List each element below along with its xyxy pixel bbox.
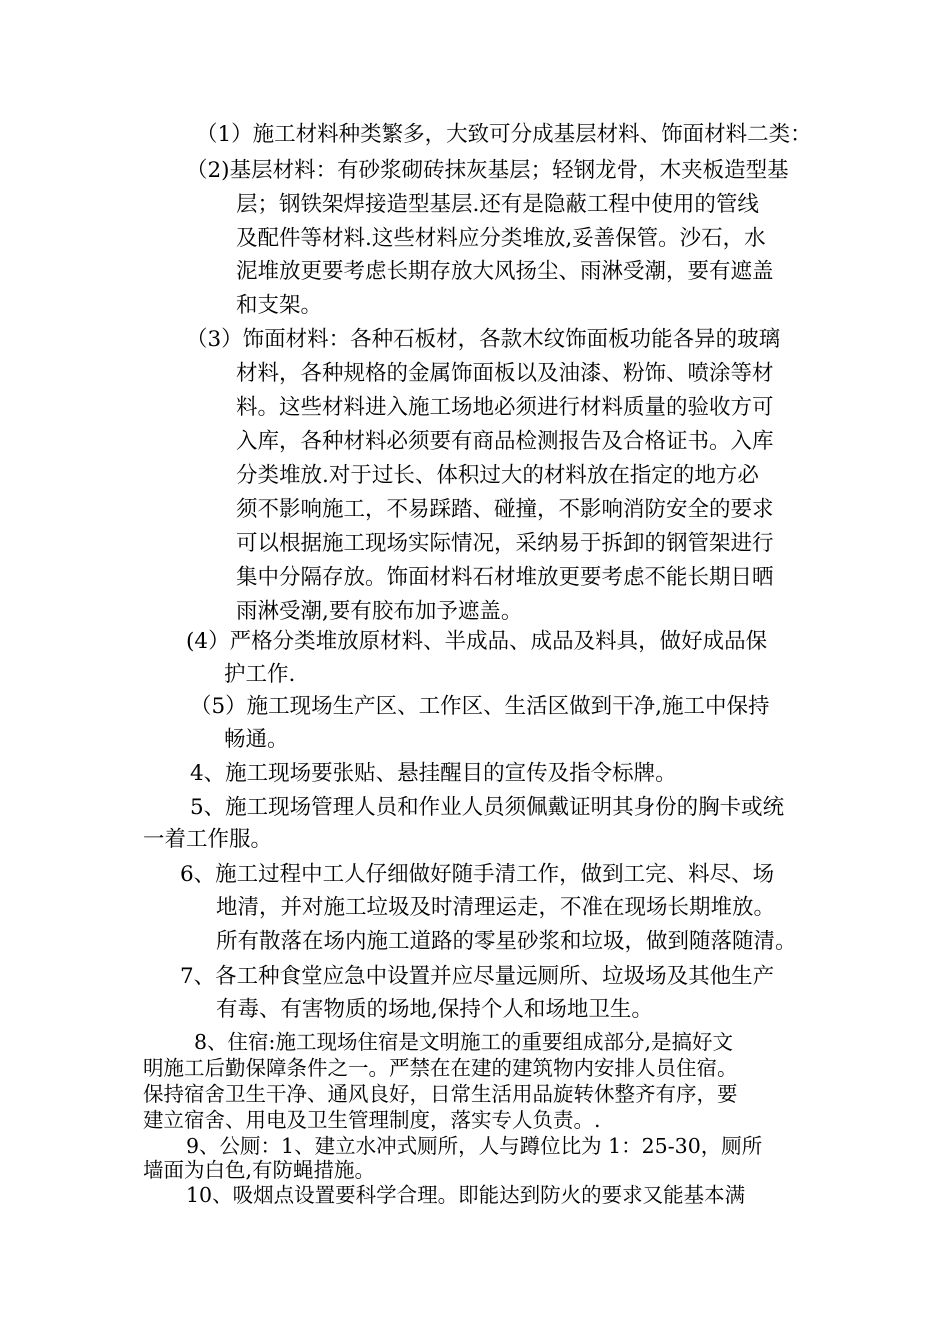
text-line: （1）施工材料种类繁多，大致可分成基层材料、饰面材料二类： <box>196 122 812 147</box>
text-line: 墙面为白色,有防蝇措施。 <box>143 1158 376 1182</box>
text-line: 9、公厕：1、建立水冲式厕所，人与蹲位比为 1：25-30，厕所 <box>186 1134 763 1158</box>
text-line: 6、施工过程中工人仔细做好随手清工作，做到工完、料尽、场 <box>180 862 775 887</box>
text-line: 入库，各种材料必须要有商品检测报告及合格证书。入库 <box>236 429 774 454</box>
text-line: 有毒、有害物质的场地,保持个人和场地卫生。 <box>216 997 653 1022</box>
text-line: 所有散落在场内施工道路的零星砂浆和垃圾，做到随落随清。 <box>216 929 797 954</box>
text-line: (4）严格分类堆放原材料、半成品、成品及料具，做好成品保 <box>186 629 768 654</box>
text-line: 7、各工种食堂应急中设置并应尽量远厕所、垃圾场及其他生产 <box>180 964 775 989</box>
text-line: 明施工后勤保障条件之一。严禁在在建的建筑物内安排人员住宿。 <box>143 1056 738 1080</box>
text-line: 材料，各种规格的金属饰面板以及油漆、粉饰、喷涂等材 <box>236 361 774 386</box>
text-line: 保持宿舍卫生干净、通风良好，日常生活用品旋转休整齐有序，要 <box>143 1082 738 1106</box>
text-line: 地清，并对施工垃圾及时清理运走，不准在现场长期堆放。 <box>216 895 776 920</box>
text-line: （3）饰面材料：各种石板材，各款木纹饰面板功能各异的玻璃 <box>186 327 781 352</box>
text-line: 8、住宿:施工现场住宿是文明施工的重要组成部分,是搞好文 <box>194 1030 733 1054</box>
text-line: 分类堆放.对于过长、体积过大的材料放在指定的地方必 <box>236 463 759 488</box>
text-line: 层；钢铁架焊接造型基层.还有是隐蔽工程中使用的管线 <box>236 192 759 217</box>
text-line: （5）施工现场生产区、工作区、生活区做到干净,施工中保持 <box>190 694 770 719</box>
text-line: 须不影响施工，不易踩踏、碰撞，不影响消防安全的要求 <box>236 497 774 522</box>
text-line: 料。这些材料进入施工场地必须进行材料质量的验收方可 <box>236 395 774 420</box>
text-line: 畅通。 <box>224 727 289 752</box>
text-line: 护工作. <box>224 662 296 687</box>
text-line: 4、施工现场要张贴、悬挂醒目的宣传及指令标牌。 <box>190 761 677 786</box>
text-line: 集中分隔存放。饰面材料石材堆放更要考虑不能长期日晒 <box>236 565 774 590</box>
text-line: （2)基层材料：有砂浆砌砖抹灰基层；轻钢龙骨，木夹板造型基 <box>186 158 789 183</box>
text-line: 一着工作服。 <box>143 827 273 852</box>
text-line: 泥堆放更要考虑长期存放大风扬尘、雨淋受潮，要有遮盖 <box>236 259 774 284</box>
text-line: 和支架。 <box>236 293 323 318</box>
text-line: 雨淋受潮,要有胶布加予遮盖。 <box>236 599 523 624</box>
text-line: 10、吸烟点设置要科学合理。即能达到防火的要求又能基本满 <box>186 1183 746 1207</box>
text-line: 可以根据施工现场实际情况，采纳易于拆卸的钢管架进行 <box>236 531 774 556</box>
text-line: 建立宿舍、用电及卫生管理制度，落实专人负责。. <box>143 1108 601 1132</box>
text-line: 及配件等材料.这些材料应分类堆放,妥善保管。沙石，水 <box>236 226 766 251</box>
text-line: 5、施工现场管理人员和作业人员须佩戴证明其身份的胸卡或统 <box>190 795 785 820</box>
